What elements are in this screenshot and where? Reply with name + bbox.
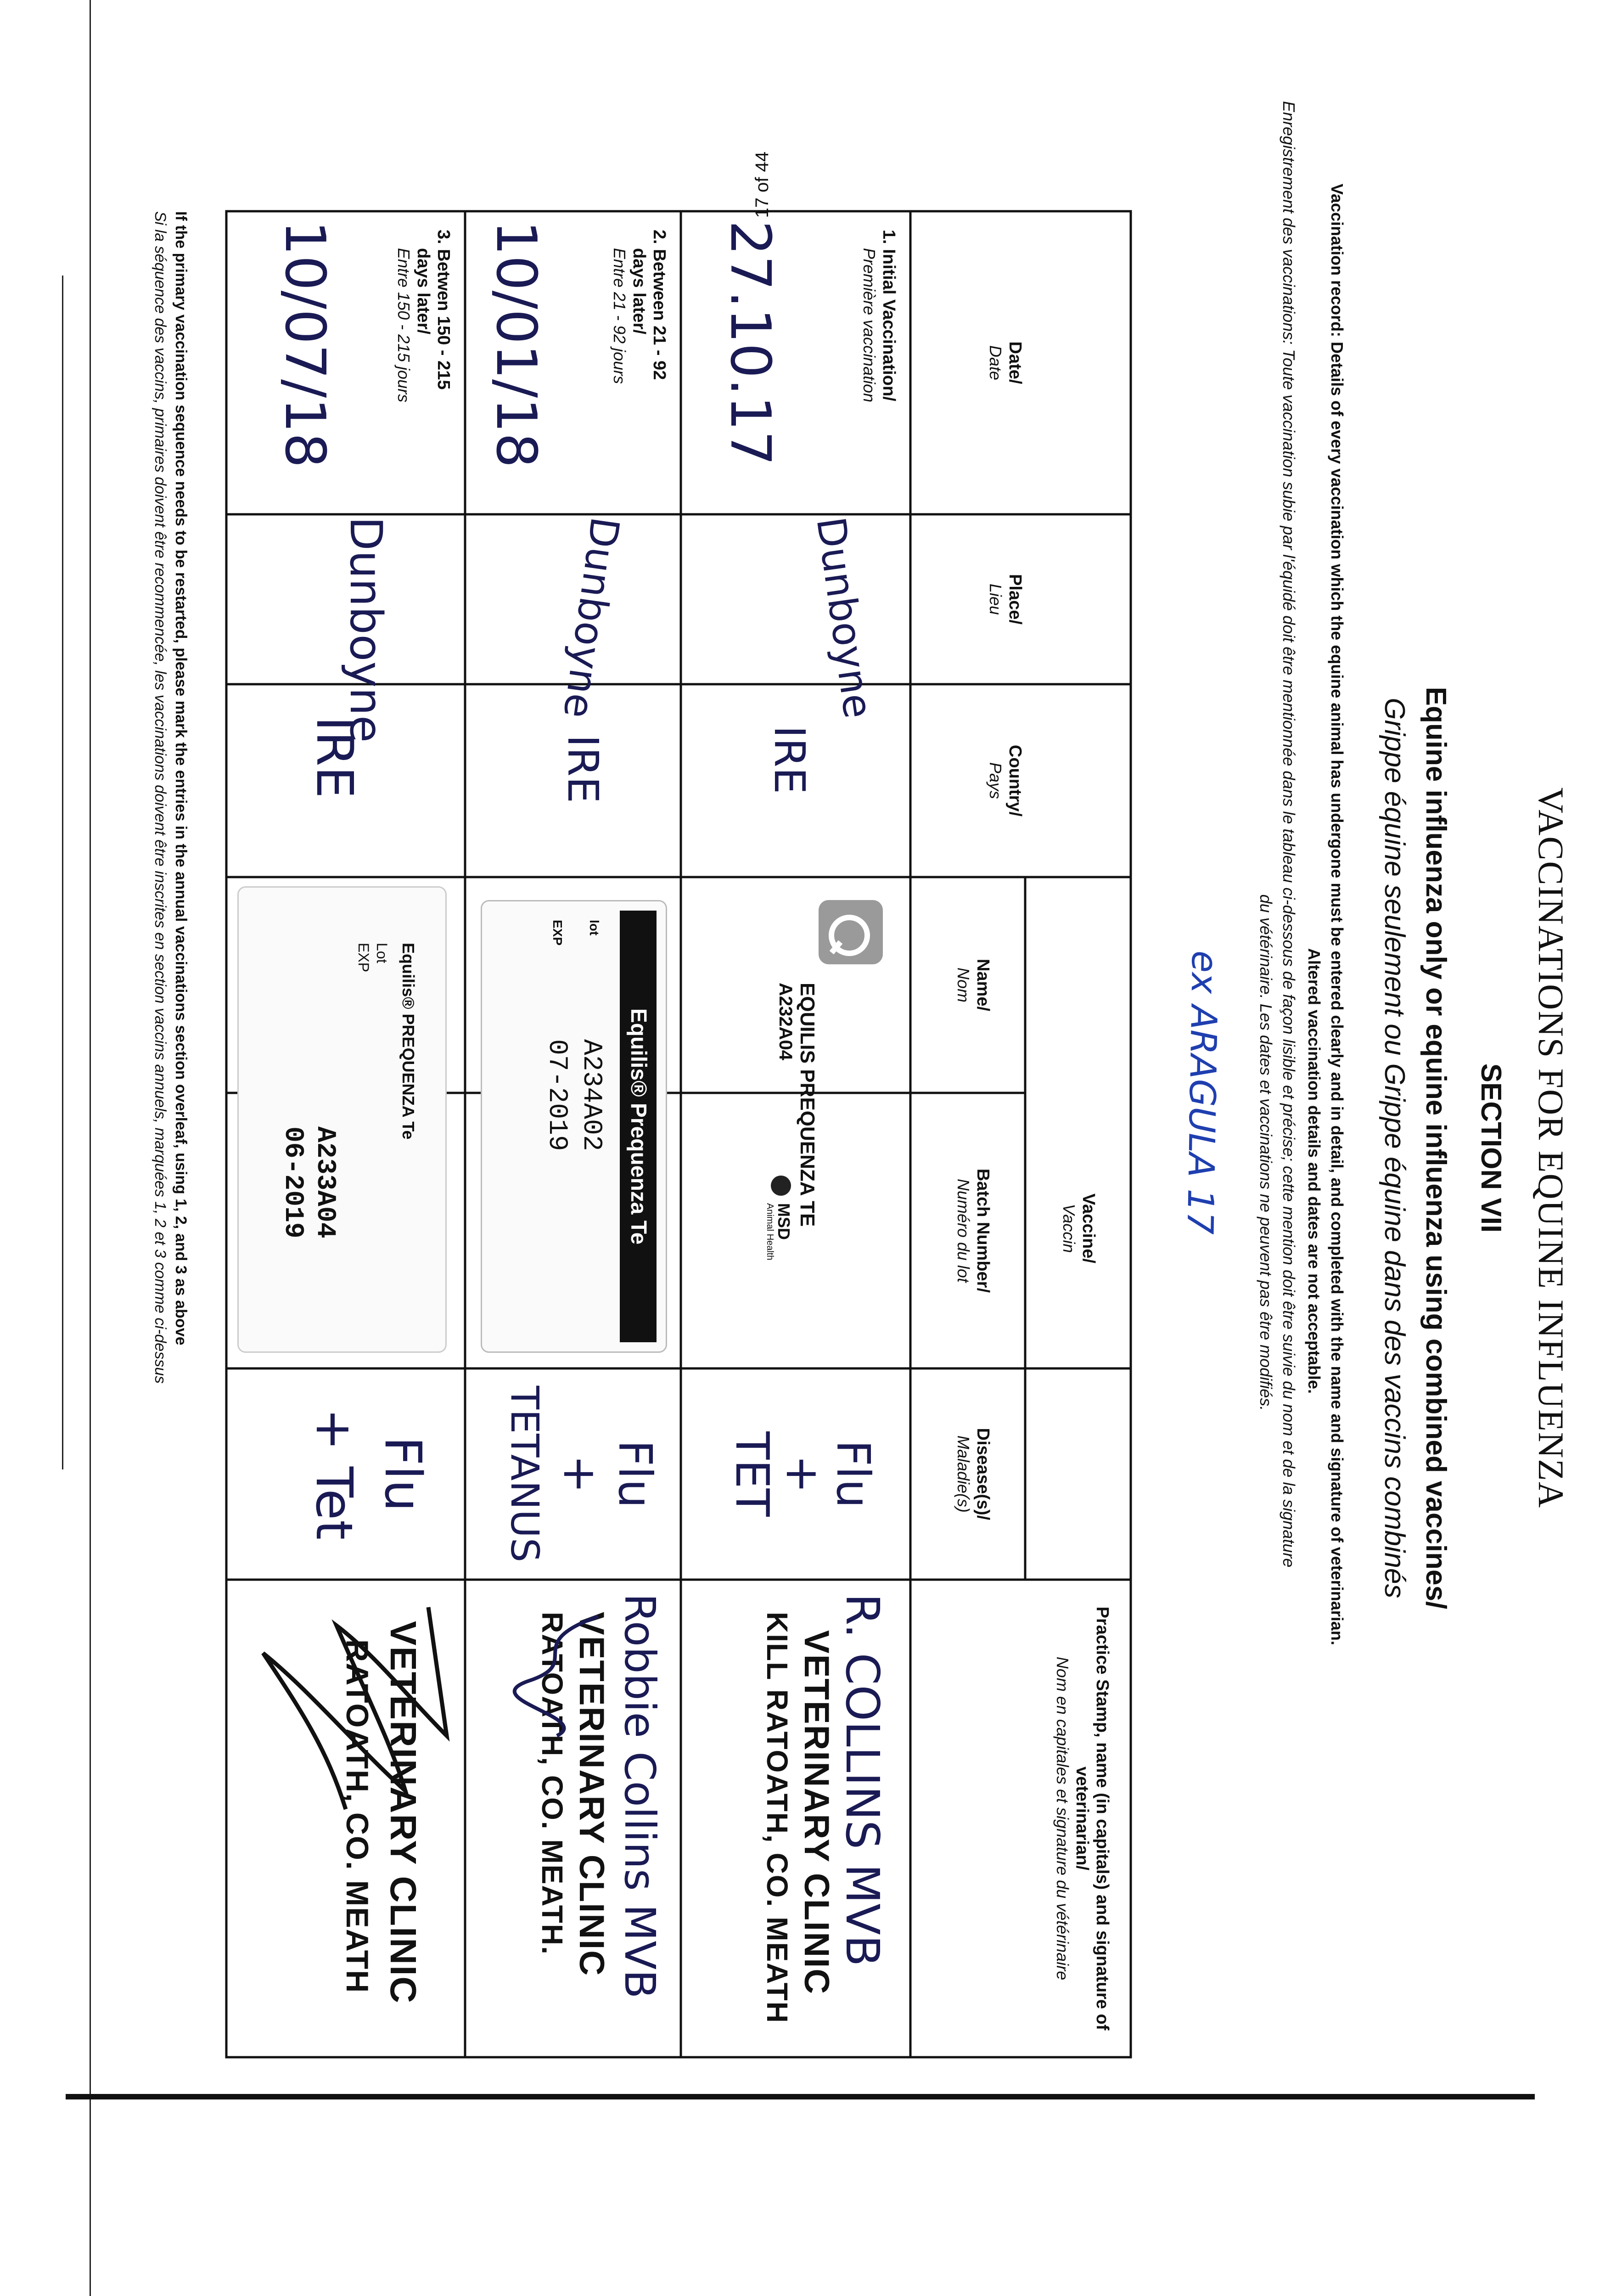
row1-vet-stamp: R. COLLINS MVB VETERINARY CLINIC KILL RATOATH, CO. MEATH xyxy=(761,1593,889,2024)
row1-sticker-code: A232A04 xyxy=(775,983,796,1061)
row3-disease: Flu + Tet xyxy=(305,1408,432,1540)
row2-date: 10/01/18 xyxy=(484,220,548,468)
row3-sticker-lot-label: Lot xyxy=(374,943,390,963)
header-date: Date/ Date xyxy=(986,341,1025,384)
row3-sticker-exp: 06-2019 xyxy=(278,1126,308,1238)
instructions-en: Vaccination record: Details of every vaccination which the equine animal has undergone must be entered clearly and in detail, and completed with the name and signature of veterinarian. xyxy=(1328,184,1347,1645)
header-disease: Disease(s)/ Maladie(s) xyxy=(954,1428,993,1520)
row3-place: Dunboyne xyxy=(340,517,392,743)
row2-disease: Flu + TETANUS xyxy=(502,1385,662,1563)
instructions-fr-1: Enregistrement des vaccinations: Toute vaccination subie par l'équidé doit être mentionnée dans le tableau ci-dessous de façon lisible et précise; cette mention doit être suivie du nom et de la signature xyxy=(1280,101,1298,1568)
header-batch: Batch Number/ Numéro du lot xyxy=(954,1168,993,1293)
row2-country: IRE xyxy=(558,735,607,804)
row3-vaccine-sticker xyxy=(237,886,447,1353)
row1-place: Dunboyne xyxy=(807,514,881,721)
row2-signature xyxy=(502,1607,612,1745)
footer-note-en: If the primary vaccination sequence needs to be restarted, please mark the entries in the annual vaccinations section overleaf, using 1, 2, and 3 as above xyxy=(172,211,190,1345)
row2-sticker-exp-label: EXP xyxy=(550,920,565,946)
row2-sticker-exp: 07-2019 xyxy=(542,1039,572,1151)
header-place: Place/ Lieu xyxy=(986,574,1025,625)
row2-label: 2. Between 21 - 92 days later/ Entre 21 - 92 jours xyxy=(610,230,669,384)
instructions-fr-2: du vétérinaire. Les dates et vaccinations ne peuvent pas être modifiés. xyxy=(1257,894,1275,1411)
row1-vaccine-sticker xyxy=(695,891,887,1355)
row1-sticker-maker-sub: Animal Health xyxy=(765,1203,775,1261)
footer-note-fr: Si la séquence des vaccins, primaires doivent être recommencée, les vaccinations doivent être inscrites en section vaccins annuels, marquées 1, 2 et 3 comme ci-dessus xyxy=(152,211,169,1384)
row1-date: 27.10.17 xyxy=(718,220,782,466)
header-country: Country/ Pays xyxy=(986,744,1025,817)
row1-label: 1. Initial Vaccination/ Première vaccination xyxy=(860,230,898,403)
row3-vet-stamp: VETERINARY CLINIC RATOATH, CO. MEATH xyxy=(340,1621,424,2004)
row3-sticker-exp-label: EXP xyxy=(355,943,372,973)
row2-place: Dunboyne xyxy=(554,514,628,721)
row1-sticker-brand: EQUILIS PREQUENZA TE xyxy=(796,983,819,1227)
header-name: Name/ Nom xyxy=(954,958,993,1012)
row1-disease: Flu + TET xyxy=(725,1431,880,1517)
header-practice-stamp: Practice Stamp, name (in capitals) and signature of veterinarian/ Nom en capitales et signature du vétérinaire xyxy=(1053,1606,1112,2031)
subtitle-fr: Grippe équine seulement ou Grippe équine dans des vaccins combinés xyxy=(1379,698,1410,1598)
row3-signature xyxy=(254,1598,456,1828)
row2-sticker-batch: A234A02 xyxy=(576,1039,606,1151)
q-logo-icon xyxy=(819,900,883,964)
instructions-en-2: Altered vaccination details and dates are not acceptable. xyxy=(1305,948,1324,1394)
row3-sticker-batch: A233A04 xyxy=(310,1126,340,1238)
row3-sticker-brand: Equilis® PREQUENZA Te xyxy=(399,943,418,1140)
row2-sticker-lot-label: lot xyxy=(587,920,601,936)
subtitle-en: Equine influenza only or equine influenza using combined vaccines/ xyxy=(1420,687,1452,1609)
row2-vaccine-sticker xyxy=(481,900,667,1353)
row3-date: 10/07/18 xyxy=(273,220,337,468)
section-title: SECTION VII xyxy=(1475,1063,1507,1233)
handwritten-annotation: ex ARAGULA 17 xyxy=(1179,950,1225,1235)
row2-vet-stamp: Robbie Collins MVB VETERINARY CLINIC RATOATH, CO. MEATH. xyxy=(536,1593,664,1999)
row1-country: IRE xyxy=(765,726,814,794)
row3-label: 3. Betwen 150 - 215 days later/ Entre 150 - 215 jours xyxy=(394,230,453,403)
row3-country: IRE xyxy=(305,716,364,799)
header-vaccine: Vaccine/ Vaccin xyxy=(1060,1193,1098,1264)
msd-logo-icon xyxy=(771,1176,791,1196)
row2-sticker-brand: Equilis® Prequenza Te xyxy=(620,911,657,1342)
page-number: 17 of 44 xyxy=(752,152,772,218)
page-title: VACCINATIONS FOR EQUINE INFLUENZA xyxy=(1531,787,1571,1509)
row1-sticker-maker: MSD xyxy=(775,1203,793,1240)
